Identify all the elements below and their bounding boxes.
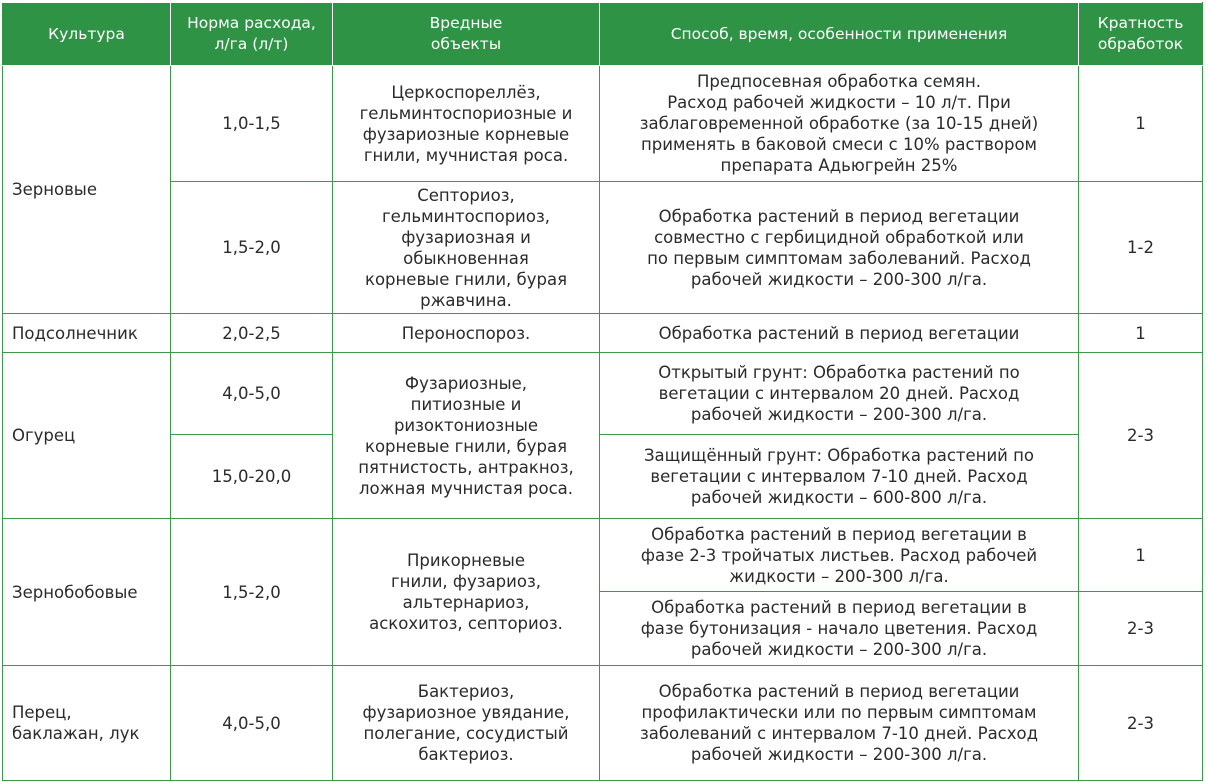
frequency-cell: 1 — [1079, 519, 1203, 592]
header-method: Способ, время, особенности применения — [600, 3, 1079, 66]
rate-cell: 2,0-2,5 — [171, 314, 333, 353]
method-cell: Предпосевная обработка семян. Расход рабочей жидкости – 10 л/т. При заблаговременной обработке (за 10-15 дней) применять в баковой смеси с 10% раствором препарата Адьюгрейн 25% — [600, 66, 1079, 182]
table-row — [3, 353, 1203, 435]
table-row — [3, 435, 1203, 519]
application-table — [2, 2, 1203, 781]
crop-cell: Подсолнечник — [3, 314, 171, 353]
method-cell: Обработка растений в период вегетации совместно с гербицидной обработкой или по первым симптомам заболеваний. Расход рабочей жидкости – 200-300 л/га. — [600, 182, 1079, 314]
method-cell: Обработка растений в период вегетации в фазе 2-3 тройчатых листьев. Расход рабочей жидкости – 200-300 л/га. — [600, 519, 1079, 592]
pests-cell: Церкоспореллёз, гельминтоспориозные и фузариозные корневые гнили, мучнистая роса. — [333, 66, 600, 182]
rate-cell: 1,5-2,0 — [171, 519, 333, 666]
crop-cell: Зернобобовые — [3, 519, 171, 666]
pests-cell: Пероноспороз. — [333, 314, 600, 353]
rate-cell: 1,0-1,5 — [171, 66, 333, 182]
pests-cell: Фузариозные, питиозные и ризоктониозные корневые гнили, бурая пятнистость, антракноз, ложная мучнистая роса. — [333, 353, 600, 519]
table-row — [3, 182, 1203, 314]
frequency-cell: 2-3 — [1079, 592, 1203, 666]
table-row — [3, 66, 1203, 182]
method-cell: Обработка растений в период вегетации — [600, 314, 1079, 353]
header-pests: Вредные объекты — [333, 3, 600, 66]
crop-cell: Зерновые — [3, 66, 171, 314]
frequency-cell: 1 — [1079, 314, 1203, 353]
method-cell: Открытый грунт: Обработка растений по вегетации с интервалом 20 дней. Расход рабочей жидкости – 200-300 л/га. — [600, 353, 1079, 435]
crop-cell: Огурец — [3, 353, 171, 519]
table-header-row — [3, 3, 1203, 66]
frequency-cell: 2-3 — [1079, 353, 1203, 519]
header-crop: Культура — [3, 3, 171, 66]
table-row — [3, 519, 1203, 592]
frequency-cell: 2-3 — [1079, 666, 1203, 781]
rate-cell: 4,0-5,0 — [171, 666, 333, 781]
header-rate: Норма расхода, л/га (л/т) — [171, 3, 333, 66]
method-cell: Защищённый грунт: Обработка растений по вегетации с интервалом 7-10 дней. Расход рабочей жидкости – 600-800 л/га. — [600, 435, 1079, 519]
method-cell: Обработка растений в период вегетации профилактически или по первым симптомам заболеваний с интервалом 7-10 дней. Расход рабочей жидкости – 200-300 л/га. — [600, 666, 1079, 781]
rate-cell: 4,0-5,0 — [171, 353, 333, 435]
rate-cell: 1,5-2,0 — [171, 182, 333, 314]
table-row — [3, 666, 1203, 781]
pests-cell: Прикорневые гнили, фузариоз, альтернариоз, аскохитоз, септориоз. — [333, 519, 600, 666]
frequency-cell: 1 — [1079, 66, 1203, 182]
crop-cell: Перец, баклажан, лук — [3, 666, 171, 781]
method-cell: Обработка растений в период вегетации в фазе бутонизация - начало цветения. Расход рабочей жидкости – 200-300 л/га. — [600, 592, 1079, 666]
header-frequency: Кратность обработок — [1079, 3, 1203, 66]
frequency-cell: 1-2 — [1079, 182, 1203, 314]
pests-cell: Септориоз, гельминтоспориоз, фузариозная и обыкновенная корневые гнили, бурая ржавчина. — [333, 182, 600, 314]
table-row — [3, 314, 1203, 353]
pests-cell: Бактериоз, фузариозное увядание, полегание, сосудистый бактериоз. — [333, 666, 600, 781]
rate-cell: 15,0-20,0 — [171, 435, 333, 519]
